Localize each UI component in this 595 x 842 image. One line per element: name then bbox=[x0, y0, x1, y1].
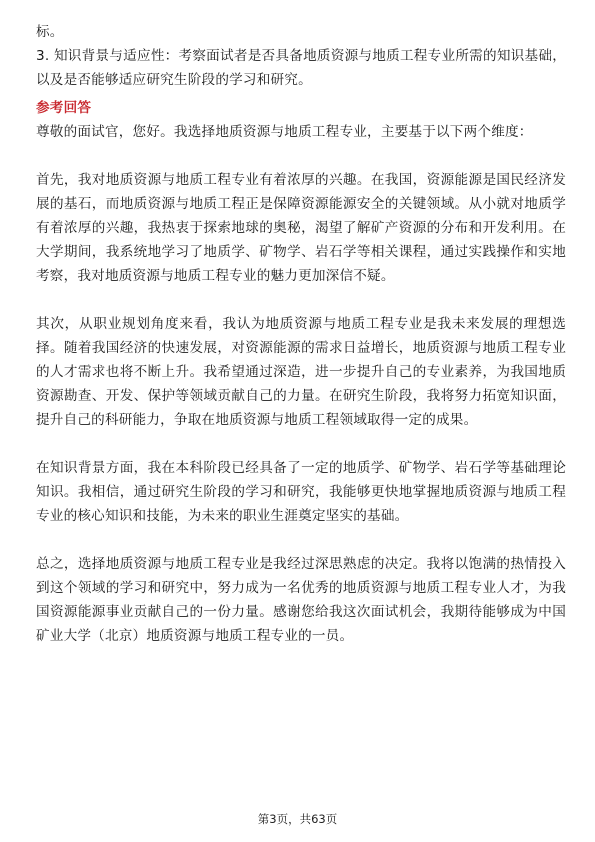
paragraph-gap bbox=[36, 432, 566, 456]
criterion-item-3: 3. 知识背景与适应性：考察面试者是否具备地质资源与地质工程专业所需的知识基础，以及是否能够适应研究生阶段的学习和研究。 bbox=[36, 48, 566, 88]
section-heading-reference-answer: 参考回答 bbox=[36, 100, 92, 116]
answer-greeting: 尊敬的面试官，您好。我选择地质资源与地质工程专业，主要基于以下两个维度： bbox=[36, 124, 533, 140]
answer-paragraph-conclusion: 总之，选择地质资源与地质工程专业是我经过深思熟虑的决定。我将以饱满的热情投入到这个领域的学习和研究中，努力成为一名优秀的地质资源与地质工程专业人才，为我国资源能源事业贡献自己的一份力量。感谢您给我这次面试机会，我期待能够成为中国矿业大学（北京）地质资源与地质工程专业的一员。 bbox=[36, 556, 566, 644]
paragraph-gap bbox=[36, 288, 566, 312]
answer-paragraph-career: 其次，从职业规划角度来看，我认为地质资源与地质工程专业是我未来发展的理想选择。随着我国经济的快速发展，对资源能源的需求日益增长，地质资源与地质工程专业的人才需求也将不断上升。我希望通过深造，进一步提升自己的专业素养，为我国地质资源勘查、开发、保护等领域贡献自己的力量。在研究生阶段，我将努力拓宽知识面，提升自己的科研能力，争取在地质资源与地质工程领域取得一定的成果。 bbox=[36, 316, 566, 428]
answer-paragraph-interest: 首先，我对地质资源与地质工程专业有着浓厚的兴趣。在我国，资源能源是国民经济发展的基石，而地质资源与地质工程正是保障资源能源安全的关键领域。从小就对地质学有着浓厚的兴趣，我热衷于探索地球的奥秘，渴望了解矿产资源的分布和开发利用。在大学期间，我系统地学习了地质学、矿物学、岩石学等相关课程，通过实践操作和实地考察，我对地质资源与地质工程专业的魅力更加深信不疑。 bbox=[36, 172, 566, 284]
paragraph-gap bbox=[36, 528, 566, 552]
paragraph-continuation: 标。 bbox=[36, 24, 64, 40]
page-number-footer: 第3页，共63页 bbox=[257, 812, 338, 826]
paragraph-gap bbox=[36, 144, 566, 168]
document-body bbox=[36, 20, 566, 648]
answer-paragraph-knowledge: 在知识背景方面，我在本科阶段已经具备了一定的地质学、矿物学、岩石学等基础理论知识。我相信，通过研究生阶段的学习和研究，我能够更快地掌握地质资源与地质工程专业的核心知识和技能，为未来的职业生涯奠定坚实的基础。 bbox=[36, 460, 566, 524]
